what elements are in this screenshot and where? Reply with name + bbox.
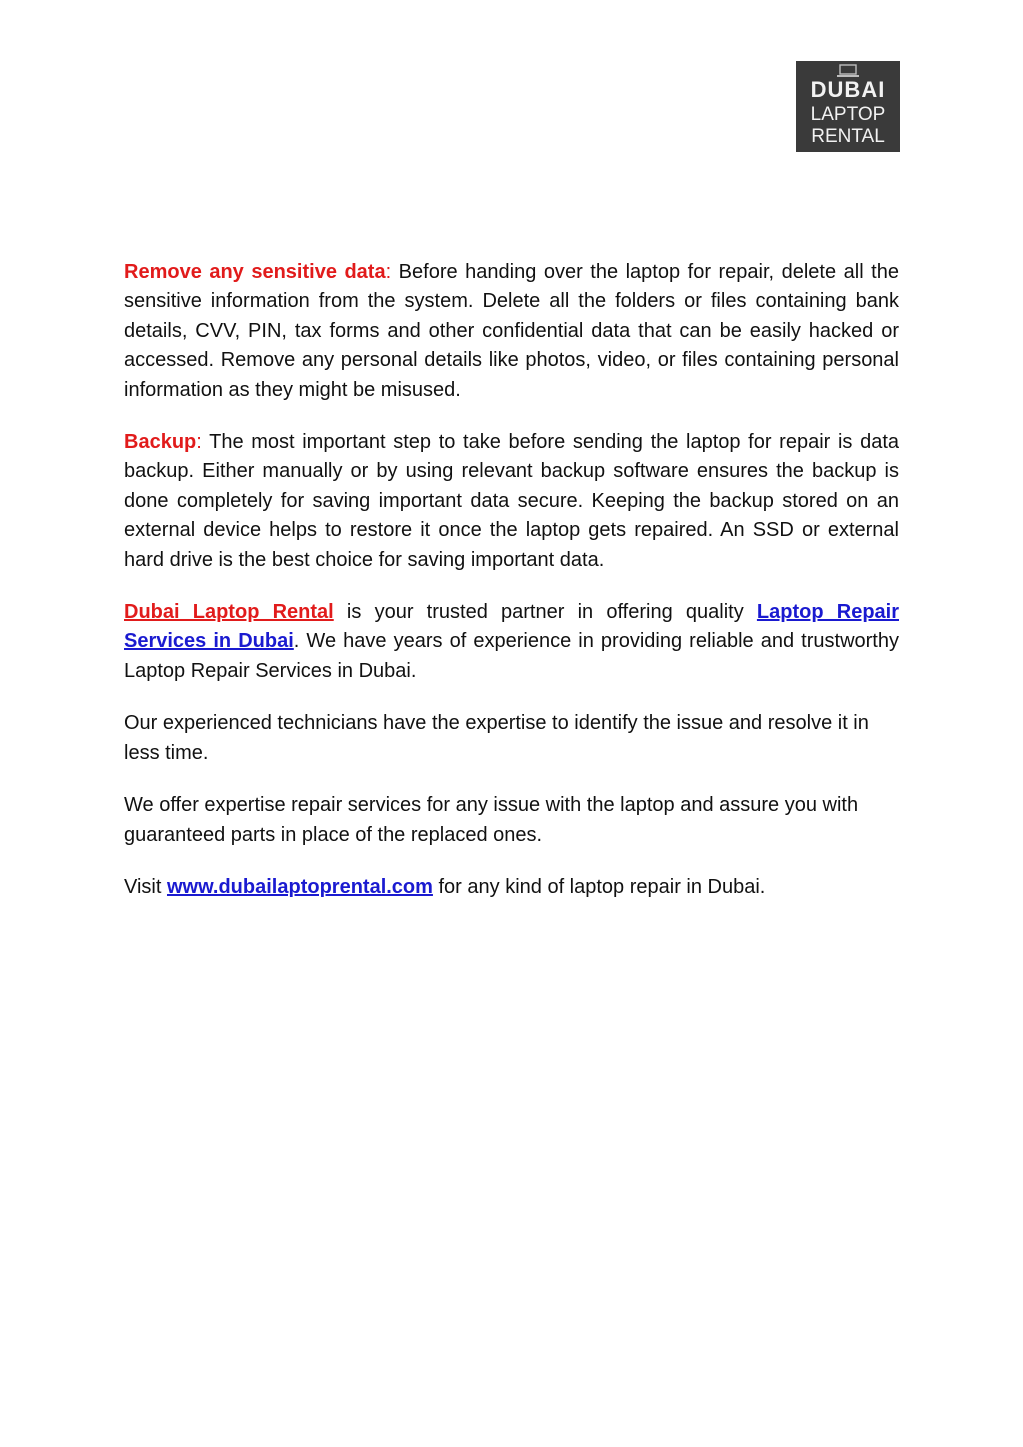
paragraph-offer: We offer expertise repair services for any issue with the laptop and assure you with guaranteed parts in place of the replaced ones. <box>124 794 859 846</box>
paragraph-backup <box>124 428 899 575</box>
backup-heading: Backup <box>124 431 197 454</box>
backup-colon: : <box>196 431 202 454</box>
company-logo <box>796 61 900 152</box>
logo-text-dubai: DUBAI <box>810 77 886 102</box>
logo-text-rental: RENTAL <box>811 126 885 147</box>
visit-prefix: Visit <box>124 875 167 898</box>
paragraph-partner <box>124 598 899 686</box>
visit-suffix: for any kind of laptop repair in Dubai. <box>432 875 766 898</box>
logo-text-laptop: LAPTOP <box>810 104 886 125</box>
remove-data-colon: : <box>385 261 392 283</box>
laptop-repair-services-link[interactable]: Laptop Repair Services in Dubai <box>124 601 899 653</box>
remove-data-heading: Remove any sensitive data <box>124 261 386 283</box>
document-body <box>124 258 899 925</box>
partner-text-1: is your trusted partner in offering quality <box>333 601 757 624</box>
dubai-laptop-rental-link[interactable]: Dubai Laptop Rental <box>124 601 334 624</box>
laptop-icon <box>834 64 862 78</box>
partner-text-2: . We have years of experience in providing reliable and trustworthy Laptop Repair Services in Dubai. <box>124 630 899 682</box>
remove-data-text: Before handing over the laptop for repair, delete all the sensitive information from the system. Delete all the folders or files containing bank details, CVV, PIN, tax forms and other confidential data that can be easily hacked or accessed. Remove any personal details like photos, video, or files containing personal information as they might be misused. <box>124 261 899 401</box>
paragraph-technicians: Our experienced technicians have the expertise to identify the issue and resolve it in less time. <box>124 712 869 764</box>
paragraph-visit <box>124 873 899 902</box>
paragraph-remove-sensitive-data <box>124 258 899 405</box>
website-link[interactable]: www.dubailaptoprental.com <box>166 875 433 898</box>
backup-text: The most important step to take before sending the laptop for repair is data backup. Either manually or by using relevant backup software ensures the backup is done completely for saving important data secure. Keeping the backup stored on an external device helps to restore it once the laptop gets repaired. An SSD or external hard drive is the best choice for saving important data. <box>124 431 899 571</box>
